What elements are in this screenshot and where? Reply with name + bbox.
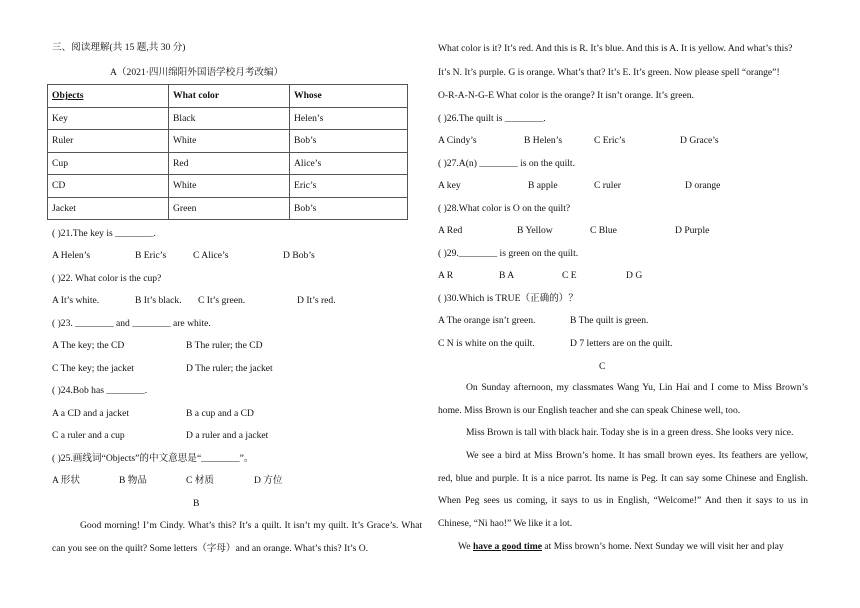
table-cell: Bob’s — [290, 197, 408, 220]
question-25: ( )25.画线词“Objects”的中文意思是“________”。 — [52, 453, 254, 464]
q29-option-d: D G — [626, 270, 643, 281]
question-29: ( )29.________ is green on the quilt. — [438, 248, 579, 259]
q25-option-b: B 物品 — [119, 475, 147, 486]
passage-b-title: B — [193, 498, 200, 509]
passage-b-paragraph: Good morning! I’m Cindy. What’s this? It’s a quilt. It isn’t my quilt. It’s Grace’s. What can you see on the quilt? Some letters（字母）and an orange. What’s this? It’s O. — [52, 520, 422, 554]
question-26: ( )26.The quilt is ________. — [438, 113, 546, 124]
q27-option-b: B apple — [528, 180, 558, 191]
table-cell: Cup — [48, 152, 169, 175]
question-28: ( )28.What color is O on the quilt? — [438, 203, 571, 214]
table-row — [48, 130, 408, 153]
q21-option-c: C Alice’s — [193, 250, 229, 261]
q29-option-a: A R — [438, 270, 454, 281]
underlined-phrase: have a good time — [472, 541, 542, 552]
question-21: ( )21.The key is ________. — [52, 228, 156, 239]
q23-option-d: D The ruler; the jacket — [186, 363, 273, 374]
q28-option-d: D Purple — [675, 225, 710, 236]
q27-option-a: A key — [438, 180, 461, 191]
question-23: ( )23. ________ and ________ are white. — [52, 318, 211, 329]
q21-option-a: A Helen’s — [52, 250, 91, 261]
q27-option-d: D orange — [685, 180, 721, 191]
q23-option-c: C The key; the jacket — [52, 363, 134, 374]
q29-option-c: C E — [562, 270, 577, 281]
passage-c-paragraph-1: On Sunday afternoon, my classmates Wang Yu, Lin Hai and I come to Miss Brown’s home. Miss Brown is our English teacher and she can speak Chinese well, too. — [438, 382, 808, 416]
q24-option-d: D a ruler and a jacket — [186, 430, 269, 441]
q26-option-c: C Eric’s — [594, 135, 626, 146]
table-cell: Black — [169, 107, 290, 130]
passage-c-title: C — [599, 361, 606, 372]
table-cell: Jacket — [48, 197, 169, 220]
table-cell: Eric’s — [290, 175, 408, 198]
q29-option-b: B A — [499, 270, 515, 281]
q23-option-b: B The ruler; the CD — [186, 340, 263, 351]
table-cell: Key — [48, 107, 169, 130]
table-row — [48, 152, 408, 175]
q30-option-b: B The quilt is green. — [570, 315, 649, 326]
table-row — [48, 197, 408, 220]
objects-table — [47, 84, 408, 220]
table-header-row — [48, 85, 408, 108]
table-cell: White — [169, 130, 290, 153]
q28-option-a: A Red — [438, 225, 463, 236]
table-cell: White — [169, 175, 290, 198]
q26-option-b: B Helen’s — [524, 135, 563, 146]
table-cell: Red — [169, 152, 290, 175]
table-cell: Ruler — [48, 130, 169, 153]
question-22: ( )22. What color is the cup? — [52, 273, 162, 284]
q25-option-c: C 材质 — [186, 475, 214, 486]
table-cell: Green — [169, 197, 290, 220]
q21-option-d: D Bob’s — [283, 250, 315, 261]
table-cell: Alice’s — [290, 152, 408, 175]
question-24: ( )24.Bob has ________. — [52, 385, 148, 396]
table-header-objects: Objects — [52, 90, 84, 102]
q25-option-d: D 方位 — [254, 475, 283, 486]
last-line-post: at Miss brown’s home. Next Sunday we will visit her and play — [541, 541, 784, 552]
passage-c-paragraph-3: We see a bird at Miss Brown’s home. It has small brown eyes. Its feathers are yellow, red, blue and purple. It is a nice parrot. Its name is Peg. It can say some Chinese and English. When Peg sees us coming, it says to us in English, “Welcome!” And then it says to us in Chinese, “Ni hao!” We like it a lot. — [438, 450, 808, 529]
passage-c-paragraph-2: Miss Brown is tall with black hair. Today she is in a green dress. She looks very nice. — [466, 427, 794, 438]
table-cell: Bob’s — [290, 130, 408, 153]
q26-option-a: A Cindy’s — [438, 135, 477, 146]
section-title: 三、阅读理解(共 15 题,共 30 分) — [52, 42, 186, 53]
q28-option-b: B Yellow — [517, 225, 553, 236]
question-30: ( )30.Which is TRUE（正确的）？ — [438, 293, 578, 304]
last-line-pre: We — [458, 541, 473, 552]
q27-option-c: C ruler — [594, 180, 621, 191]
passage-b-line-1: What color is it? It’s red. And this is R. It’s blue. And this is A. It is yellow. And what’s this? — [438, 43, 793, 54]
q22-option-d: D It’s red. — [297, 295, 336, 306]
table-row — [48, 107, 408, 130]
table-row — [48, 175, 408, 198]
q22-option-b: B It’s black. — [135, 295, 182, 306]
q22-option-a: A It’s white. — [52, 295, 100, 306]
table-header-whose: Whose — [290, 85, 408, 108]
question-27: ( )27.A(n) ________ is on the quilt. — [438, 158, 575, 169]
passage-c-last-line — [458, 541, 784, 553]
q22-option-c: C It’s green. — [198, 295, 246, 306]
passage-b-line-2: It’s N. It’s purple. G is orange. What’s that? It’s E. It’s green. Now please spell “orange”! — [438, 67, 780, 78]
passage-a-title: A（2021·四川绵阳外国语学校月考改编） — [110, 67, 284, 78]
q30-option-a: A The orange isn’t green. — [438, 315, 536, 326]
q26-option-d: D Grace’s — [680, 135, 719, 146]
q30-option-d: D 7 letters are on the quilt. — [570, 338, 673, 349]
q21-option-b: B Eric’s — [135, 250, 167, 261]
q24-option-a: A a CD and a jacket — [52, 408, 129, 419]
q25-option-a: A 形状 — [52, 475, 80, 486]
q24-option-b: B a cup and a CD — [186, 408, 254, 419]
table-header-color: What color — [169, 85, 290, 108]
q30-option-c: C N is white on the quilt. — [438, 338, 535, 349]
table-cell: Helen’s — [290, 107, 408, 130]
table-cell: CD — [48, 175, 169, 198]
q28-option-c: C Blue — [590, 225, 617, 236]
q23-option-a: A The key; the CD — [52, 340, 125, 351]
q24-option-c: C a ruler and a cup — [52, 430, 125, 441]
passage-b-line-3: O-R-A-N-G-E What color is the orange? It isn’t orange. It’s green. — [438, 90, 694, 101]
